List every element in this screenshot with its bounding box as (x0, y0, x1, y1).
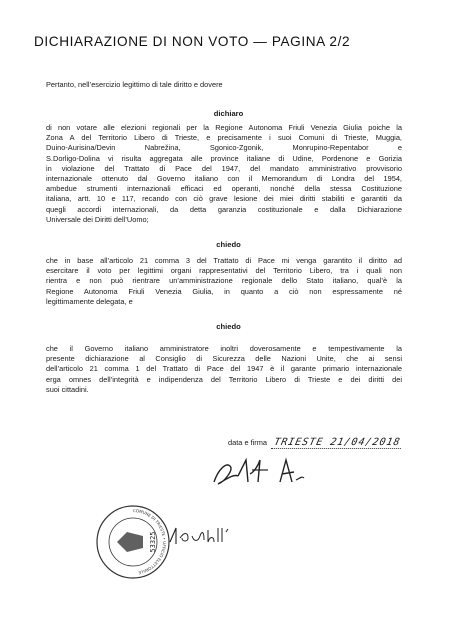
text-line: dell’articolo 21 comma 1 del Trattato di Pace del 1947 è il garante primario internazionale (46, 364, 402, 374)
text-line: Regione Autonoma Friuli Venezia Giulia, in quanto a ciò non espressamente né (46, 286, 402, 296)
text-line: legittimamente delegata, e (46, 296, 133, 306)
text-line: Duino-Aurisina/Devin Nabrežina, Sgonico-Zgonik, Monrupino-Repentabor e (46, 143, 402, 153)
text-line: ambedue strumenti internazionali efficaci ed operanti, nonché della stessa Costituzione (46, 184, 402, 194)
page-title: DICHIARAZIONE DI NON VOTO — PAGINA 2/2 (34, 34, 351, 49)
stamp-number: 53325 (149, 531, 157, 553)
text-line: in violazione del Trattato di Pace del 1947, del mandato amministrativo provvisorio (46, 163, 402, 173)
text-line: internazionale ottenuto dal Governo italiano con il Memorandum di Londra del 1954, (46, 174, 402, 184)
text-line: suoi cittadini. (46, 384, 89, 394)
heading-chiedo-1: chiedo (216, 240, 241, 249)
text-line: esercitare il voto per legittimi organi rappresentativi del Territorio Libero, tra i quali non (46, 266, 402, 276)
heading-chiedo-2: chiedo (216, 322, 241, 331)
text-line: che in base all’articolo 21 comma 3 del Trattato di Pace mi venga garantito il diritto ad (46, 256, 402, 265)
text-line: rientra e non può rientrare un’amministrazione regionale dello Stato italiano, qual’è la (46, 276, 402, 286)
paragraph-request-1 (46, 256, 402, 307)
heading-dichiaro: dichiaro (213, 109, 244, 118)
date-signature-line (228, 437, 428, 449)
intro-line: Pertanto, nell’esercizio legittimo di tale diritto e dovere (46, 80, 223, 89)
handwritten-signature (208, 452, 318, 492)
text-line: erga omnes dell’integrità e indipendenza del Territorio Libero di Trieste e dei diritti dei (46, 374, 402, 384)
official-stamp (93, 502, 173, 582)
text-line: Universale dei Diritti dell’Uomo; (46, 214, 149, 224)
stamp-ring-text: COMUNE DI TRIESTE • UFFICIO ELETTORALE (132, 507, 167, 576)
paragraph-request-2 (46, 344, 402, 395)
date-value-handwritten: TRIESTE 21/04/2018 (271, 437, 404, 449)
text-line: di non votare alle elezioni regionali per la Regione Autonoma Friuli Venezia Giulia poiche la (46, 123, 402, 132)
date-label: data e firma (228, 438, 268, 447)
text-line: italiana, artt. 10 e 117, recando con ciò grave lesione dei miei diritti stabiliti e garantiti da (46, 194, 402, 204)
text-line: presente dichiarazione al Consiglio di Sicurezza delle Nazioni Unite, che ai sensi (46, 354, 402, 364)
text-line: che il Governo italiano amministratore inoltri doverosamente e tempestivamente la (46, 344, 402, 353)
text-line: quegli accordi internazionali, da detta garanzia costituzionale e dalla Dichiarazione (46, 204, 402, 214)
text-line: Zona A del Territorio Libero di Trieste, e precisamente i suoi Comuni di Trieste, Muggia, (46, 133, 402, 143)
text-line: S.Dorligo-Dolina vi risulta aggregata alle province italiane di Udine, Pordenone e Gorizia (46, 153, 402, 163)
official-signature (168, 524, 230, 548)
paragraph-declaration (46, 123, 402, 225)
